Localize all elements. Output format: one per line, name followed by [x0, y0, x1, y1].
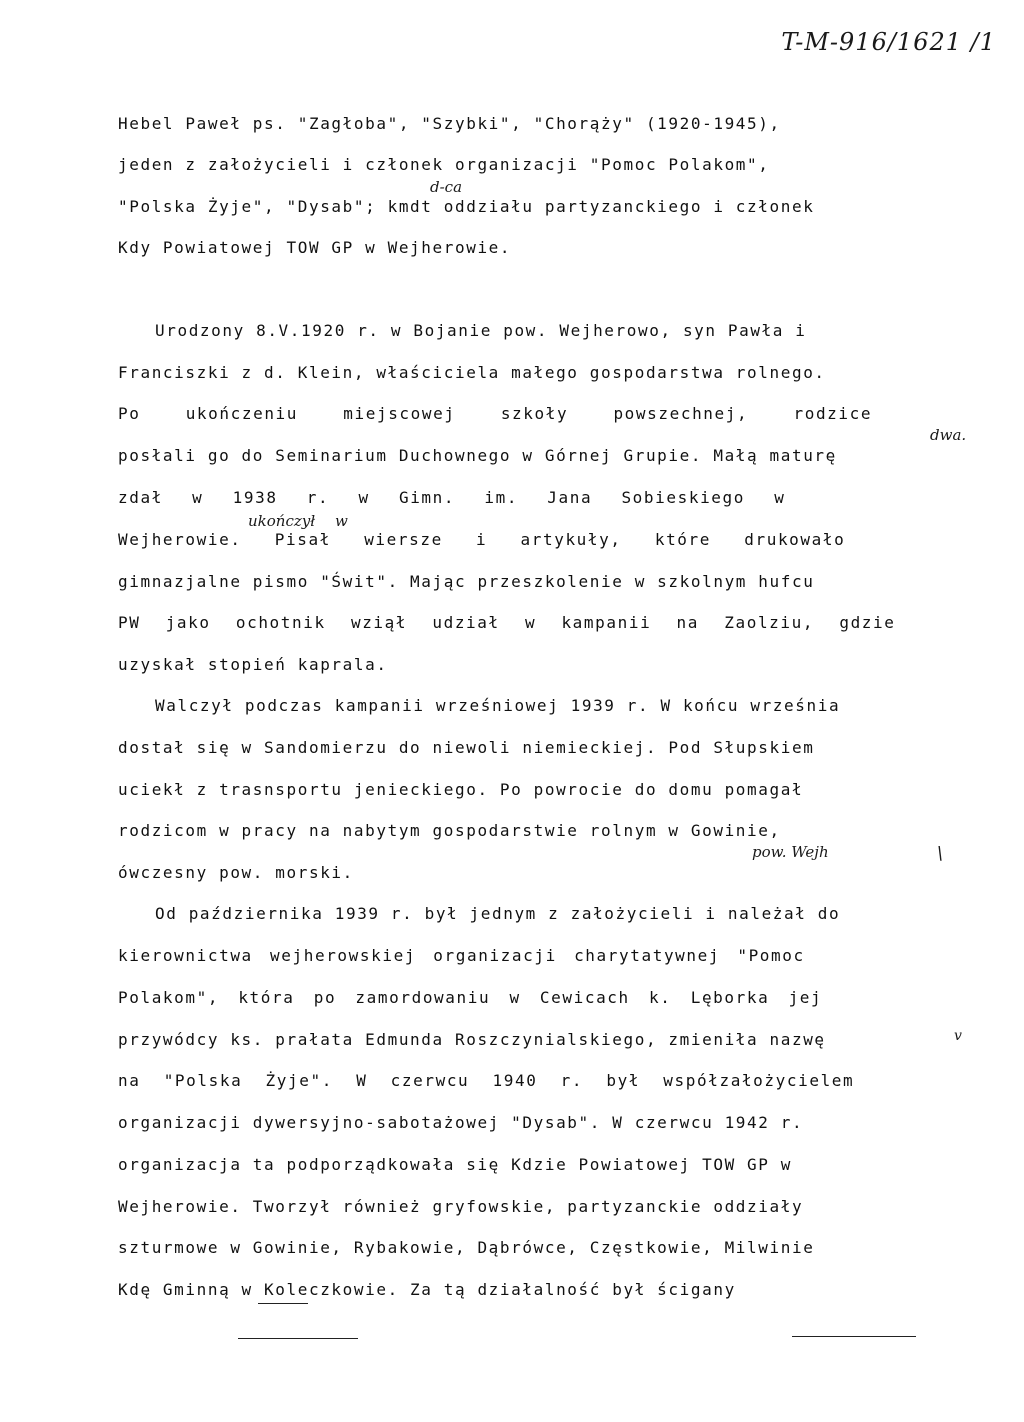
text-line: zdał w 1938 r. w Gimn. im. Jana Sobieskiego w — [118, 488, 786, 507]
text-line: PW jako ochotnik wziął udział w kampanii na Zaolziu, gdzie — [118, 613, 896, 632]
underline-rule — [258, 1303, 308, 1304]
text-line: Franciszki z d. Klein, właściciela małego gospodarstwa rolnego. — [118, 363, 826, 382]
handwritten-note: d-ca — [430, 178, 463, 196]
text-line: Wejherowie. Tworzył również gryfowskie, partyzanckie oddziały — [118, 1197, 804, 1216]
text-line: "Polska Żyje", "Dysab"; kmdt oddziału partyzanckiego i członek — [118, 197, 815, 216]
margin-tick: v — [954, 1028, 962, 1044]
text-line: Kdy Powiatowej TOW GP w Wejherowie. — [118, 238, 512, 257]
text-line: na "Polska Żyje". W czerwcu 1940 r. był współzałożycielem — [118, 1071, 855, 1090]
text-line: posłali go do Seminarium Duchownego w Górnej Grupie. Małą maturę — [118, 446, 837, 465]
text-line: Polakom", która po zamordowaniu w Cewicach k. Lęborka jej — [118, 988, 823, 1007]
text-line: Wejherowie. Pisał wiersze i artykuły, które drukowało — [118, 530, 846, 549]
handwritten-note: w — [335, 512, 348, 530]
handwritten-note: pow. Wejh — [752, 843, 829, 861]
text-line: Hebel Paweł ps. "Zagłoba", "Szybki", "Chorąży" (1920-1945), — [118, 114, 781, 133]
text-line: ówczesny pow. morski. — [118, 863, 354, 882]
margin-tick: \ — [937, 843, 944, 864]
text-line: Walczył podczas kampanii wrześniowej 1939 r. W końcu września — [155, 696, 841, 715]
text-line: organizacji dywersyjno-sabotażowej "Dysab". W czerwcu 1942 r. — [118, 1113, 804, 1132]
text-line: uciekł z trasnsportu jenieckiego. Po powrocie do domu pomagał — [118, 780, 804, 799]
footnote-rule — [238, 1338, 358, 1339]
footnote-rule — [792, 1336, 916, 1337]
text-line: Po ukończeniu miejscowej szkoły powszechnej, rodzice — [118, 404, 873, 423]
text-line: Od października 1939 r. był jednym z założycieli i należał do — [155, 904, 841, 923]
text-line: przywódcy ks. prałata Edmunda Roszczynialskiego, zmieniła nazwę — [118, 1030, 826, 1049]
archive-reference: T-M-916/1621 /1 — [781, 28, 996, 56]
text-line: dostał się w Sandomierzu do niewoli niemieckiej. Pod Słupskiem — [118, 738, 815, 757]
handwritten-note: dwa. — [930, 426, 967, 444]
text-line: uzyskał stopień kaprala. — [118, 655, 388, 674]
handwritten-note: ukończył — [248, 512, 316, 530]
text-line: kierownictwa wejherowskiej organizacji charytatywnej "Pomoc — [118, 946, 805, 965]
text-line: organizacja ta podporządkowała się Kdzie Powiatowej TOW GP w — [118, 1155, 792, 1174]
text-line: jeden z założycieli i członek organizacji "Pomoc Polakom", — [118, 155, 770, 174]
text-line: gimnazjalne pismo "Świt". Mając przeszkolenie w szkolnym hufcu — [118, 572, 815, 591]
text-line: Kdę Gminną w Koleczkowie. Za tą działalność był ścigany — [118, 1280, 736, 1299]
text-line: rodzicom w pracy na nabytym gospodarstwie rolnym w Gowinie, — [118, 821, 781, 840]
text-line: szturmowe w Gowinie, Rybakowie, Dąbrówce, Częstkowie, Milwinie — [118, 1238, 815, 1257]
text-line: Urodzony 8.V.1920 r. w Bojanie pow. Wejherowo, syn Pawła i — [155, 321, 807, 340]
